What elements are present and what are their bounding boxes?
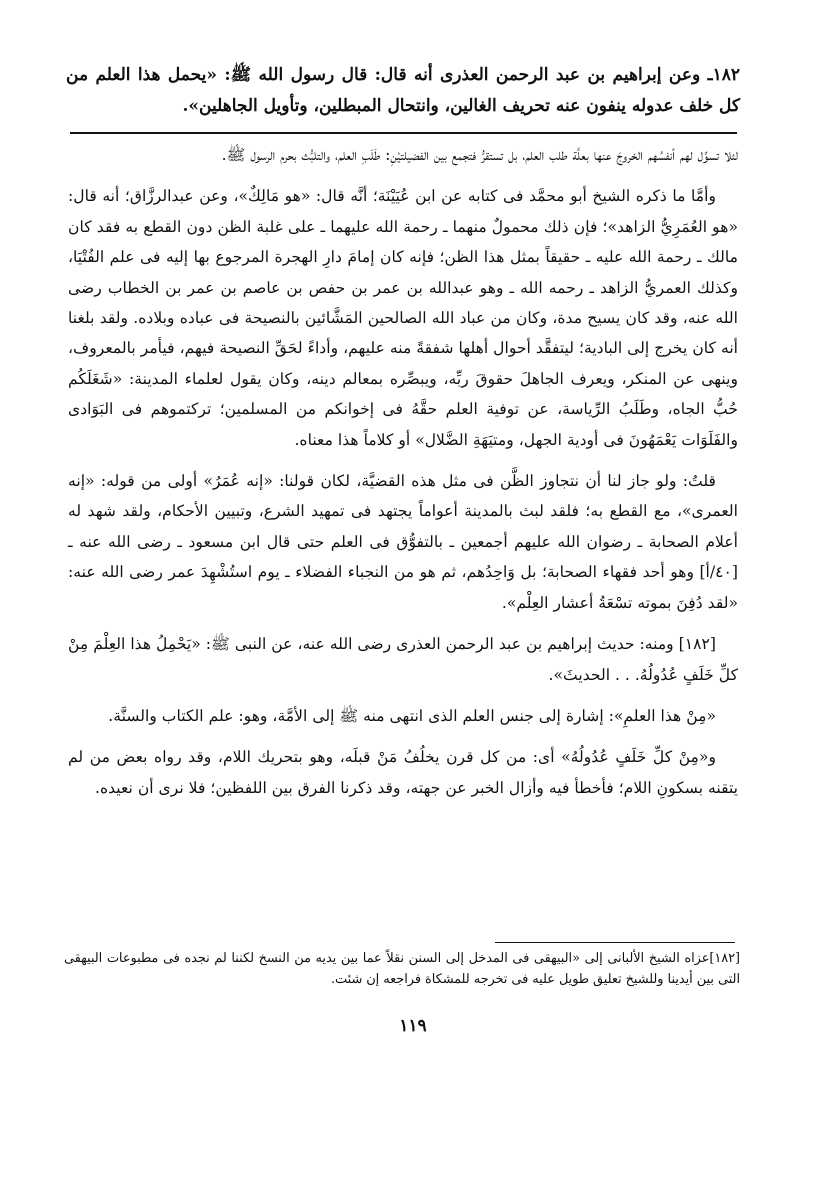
footnote: [١٨٢]عزاه الشيخ الألبانى إلى «البيهقى فى المدخل إلى السنن نقلاً عما بين يديه من النسخ لكننا لم نجده فى مطبوعات البيهقى التى بين أيدينا وللشيخ تعليق طويل عليه فى تخرجه للمشكاة فراجعه إن شئت. [64, 951, 740, 987]
commentary-paragraph: لئلا تسوِّل لهم أنفسُهم الخروجَ عنها بعلَّة طلب العلم، بل تستقرُّ فتجمع بين الفضيلتيْنِ: طَلَبِ العلم، والتلبُّث بحرم الرسول ﷺ. [221, 146, 738, 164]
page-number: ١١٩ [399, 1016, 427, 1036]
footnote-divider [495, 942, 735, 943]
header-divider [70, 132, 737, 134]
commentary-paragraph: قلتُ: ولو جاز لنا أن نتجاوز الظَّن فى مثل هذه القضيَّة، لكان قولنا: «إنه عُمَرُ» أولى من قوله: «إنه العمرى»، مع القطع به؛ فلقد لبث بالمدينة أعواماً يجتهد فى تمهيد الشرع، وتبيين الأحكام، ولقد شهد له أعلام الصحابة ـ رضوان الله عليهم أجمعين ـ بالتفوُّق فى العلم حتى قال ابن مسعود ـ رضى الله عنه ـ [٤٠/أ] وهو أحد فقهاء الصحابة؛ بل وَاحِدُهم، ثم هو من النجباء الفضلاء ـ يوم استُشْهِدَ عمر رضى الله عنه: «لقد دُفِنَ بموته تسْعَةُ أعشار العِلْم». [68, 472, 738, 612]
commentary-body [68, 140, 738, 814]
commentary-paragraph: «مِنْ هذا العلمِ»: إشارة إلى جنس العلم الذى انتهى منه ﷺ إلى الأمَّة، وهو: علم الكتاب والسنَّة. [108, 706, 716, 725]
commentary-paragraph: و«مِنْ كلِّ خَلَفٍ عُدُولُهُ» أى: من كل قرن يخلُفُ مَنْ قبلَه، وهو بتحريك اللام، وقد رواه بعض من لم يتقنه بسكونِ اللام؛ فأخطأ فيه وأزال الخبر عن جهته، وقد ذكرنا الفرق بين اللفظين؛ فلا نرى أن نعيده. [68, 748, 738, 797]
commentary-paragraph: وأمَّا ما ذكره الشيخ أبو محمَّد فى كتابه عن ابن عُيَيْنَة؛ أنَّه قال: «هو مَالِكٌ»، وعن عبدالرزَّاق؛ أنه قال: «هو العُمَرِيُّ الزاهد»؛ فإن ذلك محمولٌ منهما ـ رحمة الله عليهما ـ على غلبة الظن دون القطع به فقد كان مالك ـ رحمة الله عليه ـ حقيقاً بمثل هذا الظن؛ فإنه كان إمامَ دارِ الهجرة المرجوع بها إليه فى علم الفُتْيَا، وكذلك العمريُّ الزاهد ـ رحمه الله ـ وهو عبدالله بن عمر بن حفص بن عاصم بن عمر بن الخطاب رضى الله عنه، وقد كان يسيح مدة، وكان من عباد الله الصالحين المَشَّائين بالنصيحة فى عباده وبلاده. ولقد بلغنا أنه كان يخرج إلى البادية؛ ليتفقَّد أحوال أهلها شفقةً منه عليهم، وأداءً لحَقِّ النصيحة فيهم، فيأمر بالمعروف، وينهى عن المنكر، ويعرف الجاهلَ حقوقَ ربِّه، ويبصِّره بمعالم دينه، وكان يقول لعلماء المدينة: «شَغَلَكُم حُبُّ الجاه، وطَلَبُ الرِّياسة، عن توفية العلم حقَّهُ فى إخوانكم من المسلمين؛ تركتموهم فى البَوَادى والفَلَوَات يَعْمَهُونَ فى أودية الجهل، ومتيَهَةِ الضَّلال» أو كلاماً هذا معناه. [68, 187, 738, 449]
header-hadith: ١٨٢ـ وعن إبراهيم بن عبد الرحمن العذرى أنه قال: قال رسول الله ﷺ: «يحمل هذا العلم من كل خلف عدوله ينفون عنه تحريف الغالين، وانتحال المبطلين، وتأويل الجاهلين». [66, 65, 740, 116]
commentary-paragraph: [١٨٢] ومنه: حديث إبراهيم بن عبد الرحمن العذرى رضى الله عنه، عن النبى ﷺ: «يَحْمِلُ هذا العِلْمَ مِنْ كلِّ خَلَفٍ عُدُولُهُ. . . الحديثَ». [68, 635, 738, 684]
